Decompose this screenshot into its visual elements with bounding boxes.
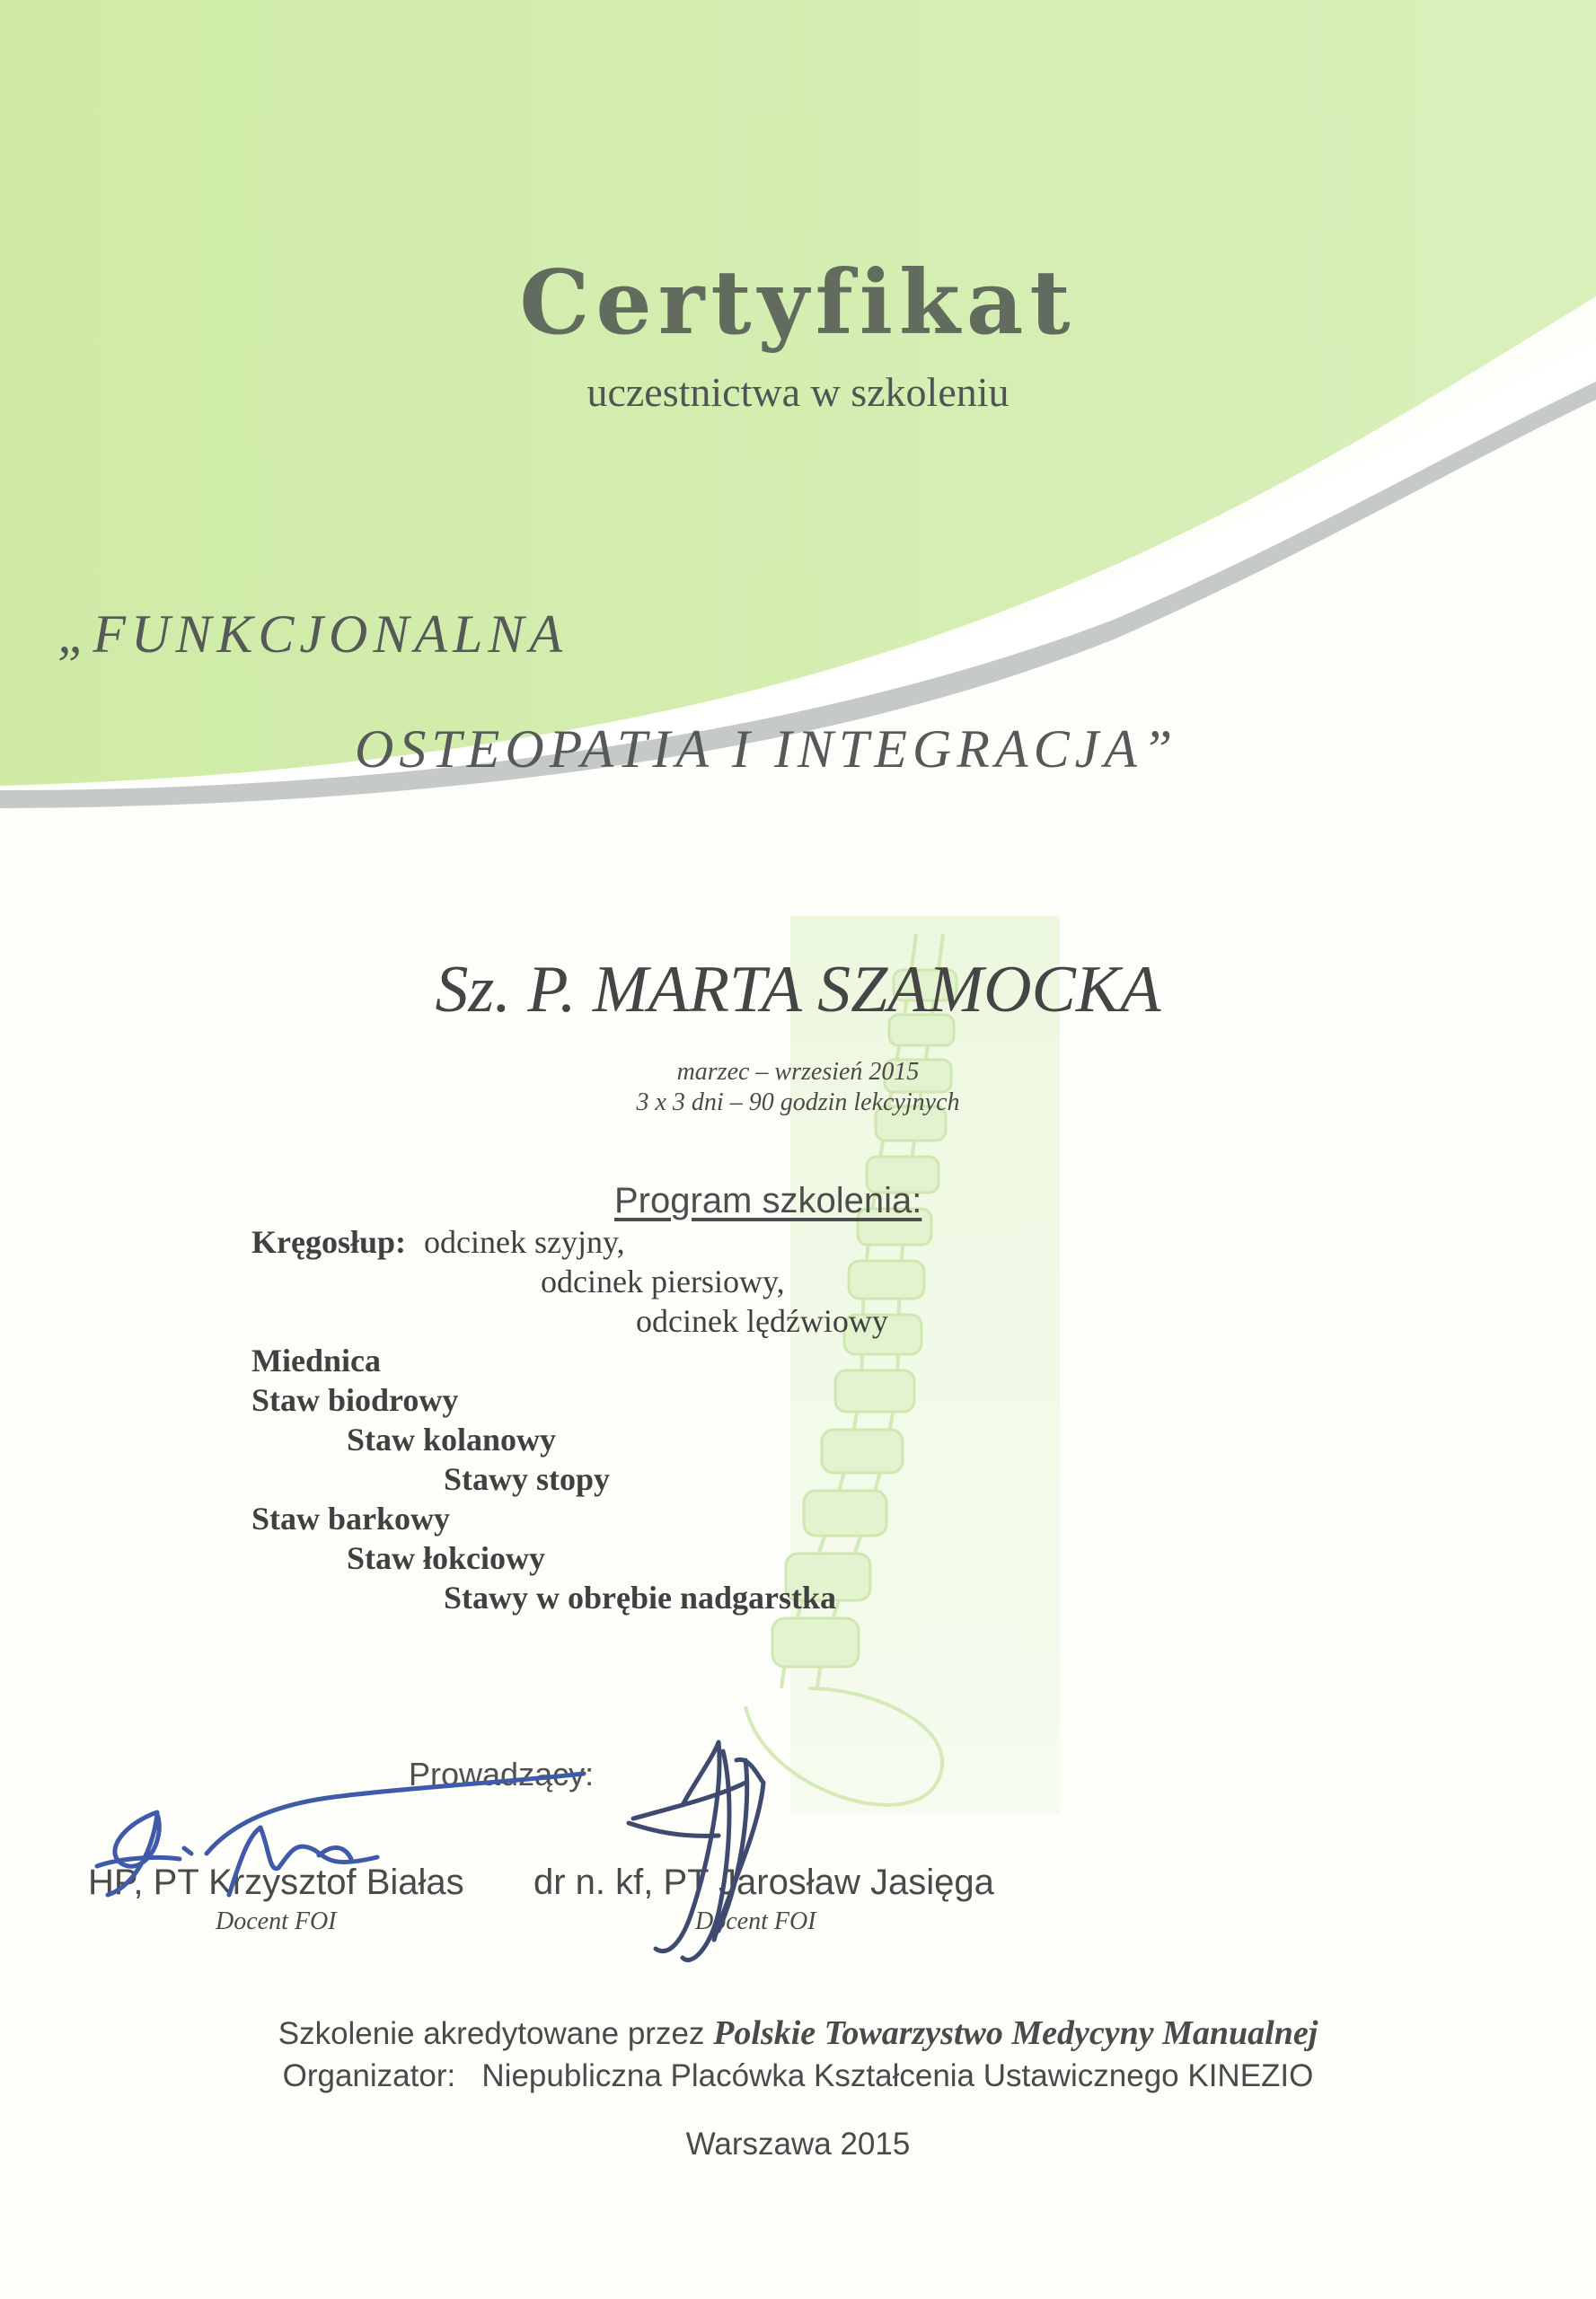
program-spine-label: Kręgosłup: bbox=[251, 1224, 407, 1260]
organizer-line bbox=[0, 2058, 1596, 2094]
course-title-line-1: „FUNKCJONALNA bbox=[57, 604, 569, 664]
instructor-left-title: Docent FOI bbox=[216, 1907, 337, 1935]
program-heading: Program szkolenia: bbox=[614, 1181, 922, 1220]
place-and-year: Warszawa 2015 bbox=[685, 2127, 911, 2162]
instructor-right-title: Docent FOI bbox=[695, 1907, 816, 1935]
course-title-line-2: OSTEOPATIA I INTEGRACJA” bbox=[355, 719, 1178, 779]
program-spine-item: odcinek szyjny, bbox=[424, 1224, 625, 1260]
signature-right bbox=[629, 1742, 763, 1960]
course-period: marzec – wrzesień 2015 bbox=[676, 1058, 920, 1086]
accreditation-line bbox=[0, 2013, 1596, 2053]
program-item: Stawy w obrębie nadgarstka bbox=[444, 1580, 837, 1616]
participant-name: Sz. P. MARTA SZAMOCKA bbox=[435, 953, 1161, 1026]
program-item: Stawy stopy bbox=[444, 1461, 611, 1497]
program-item: Staw biodrowy bbox=[251, 1382, 459, 1418]
certificate-subtitle: uczestnictwa w szkoleniu bbox=[586, 369, 1010, 415]
instructor-left-name: HP, PT Krzysztof Białas bbox=[88, 1863, 464, 1902]
course-duration: 3 x 3 dni – 90 godzin lekcyjnych bbox=[636, 1088, 960, 1116]
program-item: Miednica bbox=[251, 1343, 381, 1379]
program-item: Staw łokciowy bbox=[347, 1540, 546, 1576]
program-spine-item: odcinek lędźwiowy bbox=[636, 1303, 888, 1339]
program-item: Staw barkowy bbox=[251, 1501, 451, 1537]
program-item: Staw kolanowy bbox=[347, 1422, 557, 1458]
accreditation-prefix: Szkolenie akredytowane przez bbox=[278, 2016, 705, 2051]
instructors-heading: Prowadzący: bbox=[409, 1756, 595, 1793]
instructor-right-name: dr n. kf, PT Jarosław Jasięga bbox=[533, 1863, 994, 1902]
accreditation-organization: Polskie Towarzystwo Medycyny Manualnej bbox=[713, 2014, 1318, 2052]
signature-left bbox=[97, 1774, 584, 1895]
organizer-name: Niepubliczna Placówka Kształcenia Ustawicznego KINEZIO bbox=[481, 2058, 1314, 2093]
certificate-title: Certyfikat bbox=[519, 251, 1077, 355]
program-spine-item: odcinek piersiowy, bbox=[541, 1264, 785, 1299]
organizer-label: Organizator: bbox=[282, 2058, 456, 2093]
